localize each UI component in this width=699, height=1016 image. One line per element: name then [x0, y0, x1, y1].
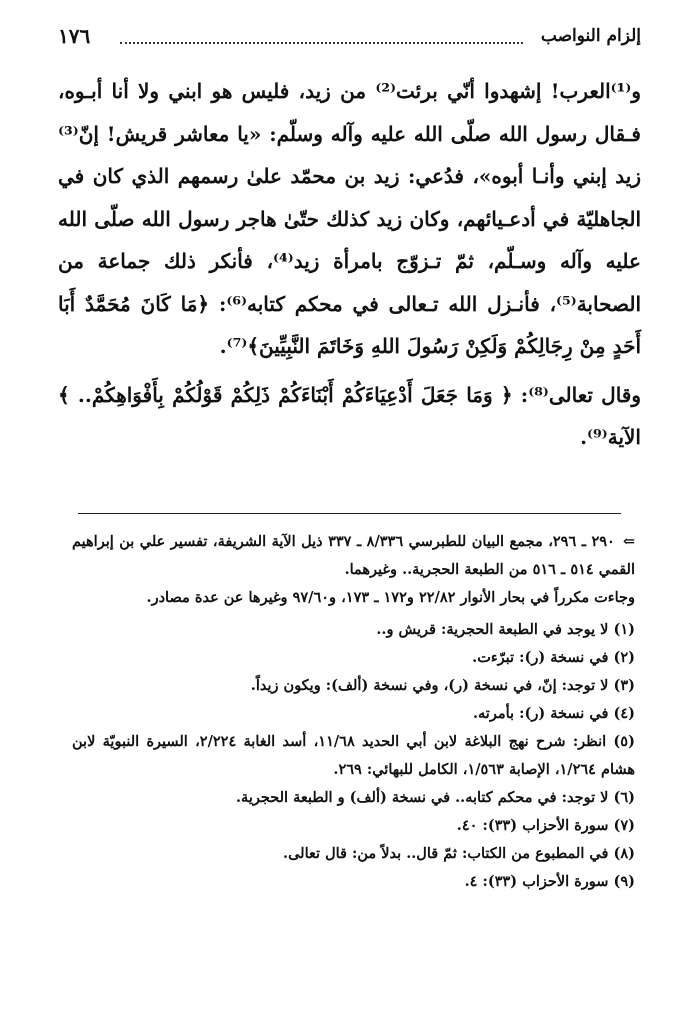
running-title: إلزام النواصب [535, 26, 641, 46]
footnote-continuation [72, 528, 635, 584]
footnote-continuation-text: ٢٩٠ ـ ٢٩٦، مجمع البيان للطبرسي ٨/٣٣٦ ـ ٣٣٧ ذيل الآية الشريفة، تفسير علي بن إبراهيم القمي ٥١٤ ـ ٥١٦ من الطبعة الحجرية.. وغيرهما. [72, 533, 635, 578]
footnote: (٨) في المطبوع من الكتاب: ثمّ قال.. بدلاً من: قال تعالى. [283, 845, 635, 862]
footnote: (٥) انظر: شرح نهج البلاغة لابن أبي الحديد ١١/٦٨، أسد الغابة ٢/٢٢٤، السيرة النبويّة لابن هشام ١/٢٦٤، الإصابة ١/٥٦٣، الكامل للبهائي: ٢٦٩. [72, 733, 635, 778]
footnote: (٢) في نسخة (ر): تبرّءت. [472, 649, 635, 666]
footnote: (٤) في نسخة (ر): بأمرته. [472, 705, 635, 722]
continuation-arrow-icon: ⇐ [622, 533, 635, 550]
footnote-divider [78, 513, 621, 514]
footnote: (١) لا يوجد في الطبعة الحجرية: قريش و.. [376, 621, 635, 638]
header-dot-leader [120, 42, 523, 44]
footnote-continuation: وجاءت مكرراً في بحار الأنوار ٢٢/٨٢ و١٧٢ ـ ١٧٣، و٩٧/٦٠ وغيرها عن عدة مصادر. [146, 589, 635, 606]
body-paragraph: وقال تعالى⁽⁸⁾: ﴿ وَمَا جَعَلَ أَدْعِيَاءَكُمْ أَبْنَاءَكُمْ ذَلِكُمْ قَوْلُكُمْ بِأَفْوَاهِكُمْ.. ﴾ الآية⁽⁹⁾. [58, 382, 642, 449]
body-paragraph: و⁽¹⁾العرب! إشهدوا أنّي برئت⁽²⁾ من زيد، فليس هو ابني ولا أنا أبـوه، فـقال رسول الله صلّى الله عليه وآله وسلّم: «يا معاشر قريش! إنّ⁽³⁾ زيد إبني وأنـا أبوه»، فدُعي: زيد بن محمّد علىٰ رسمهم الذي كان في الجاهليّة في أدعـيائهم، وكان زيد كذلك حتّىٰ هاجر رسول الله صلّى الله عليه وآله وسـلّم، ثمّ تـزوّج بامرأة زيد⁽⁴⁾، فأنكر ذلك جماعة من الصحابة⁽⁵⁾، فأنـزل الله تـعالى في محكم كتابه⁽⁶⁾: ﴿مَا كَانَ مُحَمَّدٌ أَبَا أَحَدٍ مِنْ رِجَالِكُمْ وَلَكِنْ رَسُولَ اللهِ وَخَاتَمَ النَّبِيِّينَ﴾⁽⁷⁾. [58, 79, 642, 358]
page-header [58, 24, 641, 58]
footnote: (٦) لا توجد: في محكم كتابه.. في نسخة (ألف) و الطبعة الحجرية. [236, 789, 635, 806]
footnote: (٣) لا توجد: إنّ، في نسخة (ر)، وفي نسخة (ألف): ويكون زيداً. [250, 677, 635, 694]
footnotes [72, 528, 635, 896]
main-text [58, 70, 641, 459]
footnote: (٩) سورة الأحزاب (٣٣): ٤. [464, 873, 635, 890]
page-number: ١٧٦ [58, 24, 91, 48]
footnote: (٧) سورة الأحزاب (٣٣): ٤٠. [456, 817, 635, 834]
